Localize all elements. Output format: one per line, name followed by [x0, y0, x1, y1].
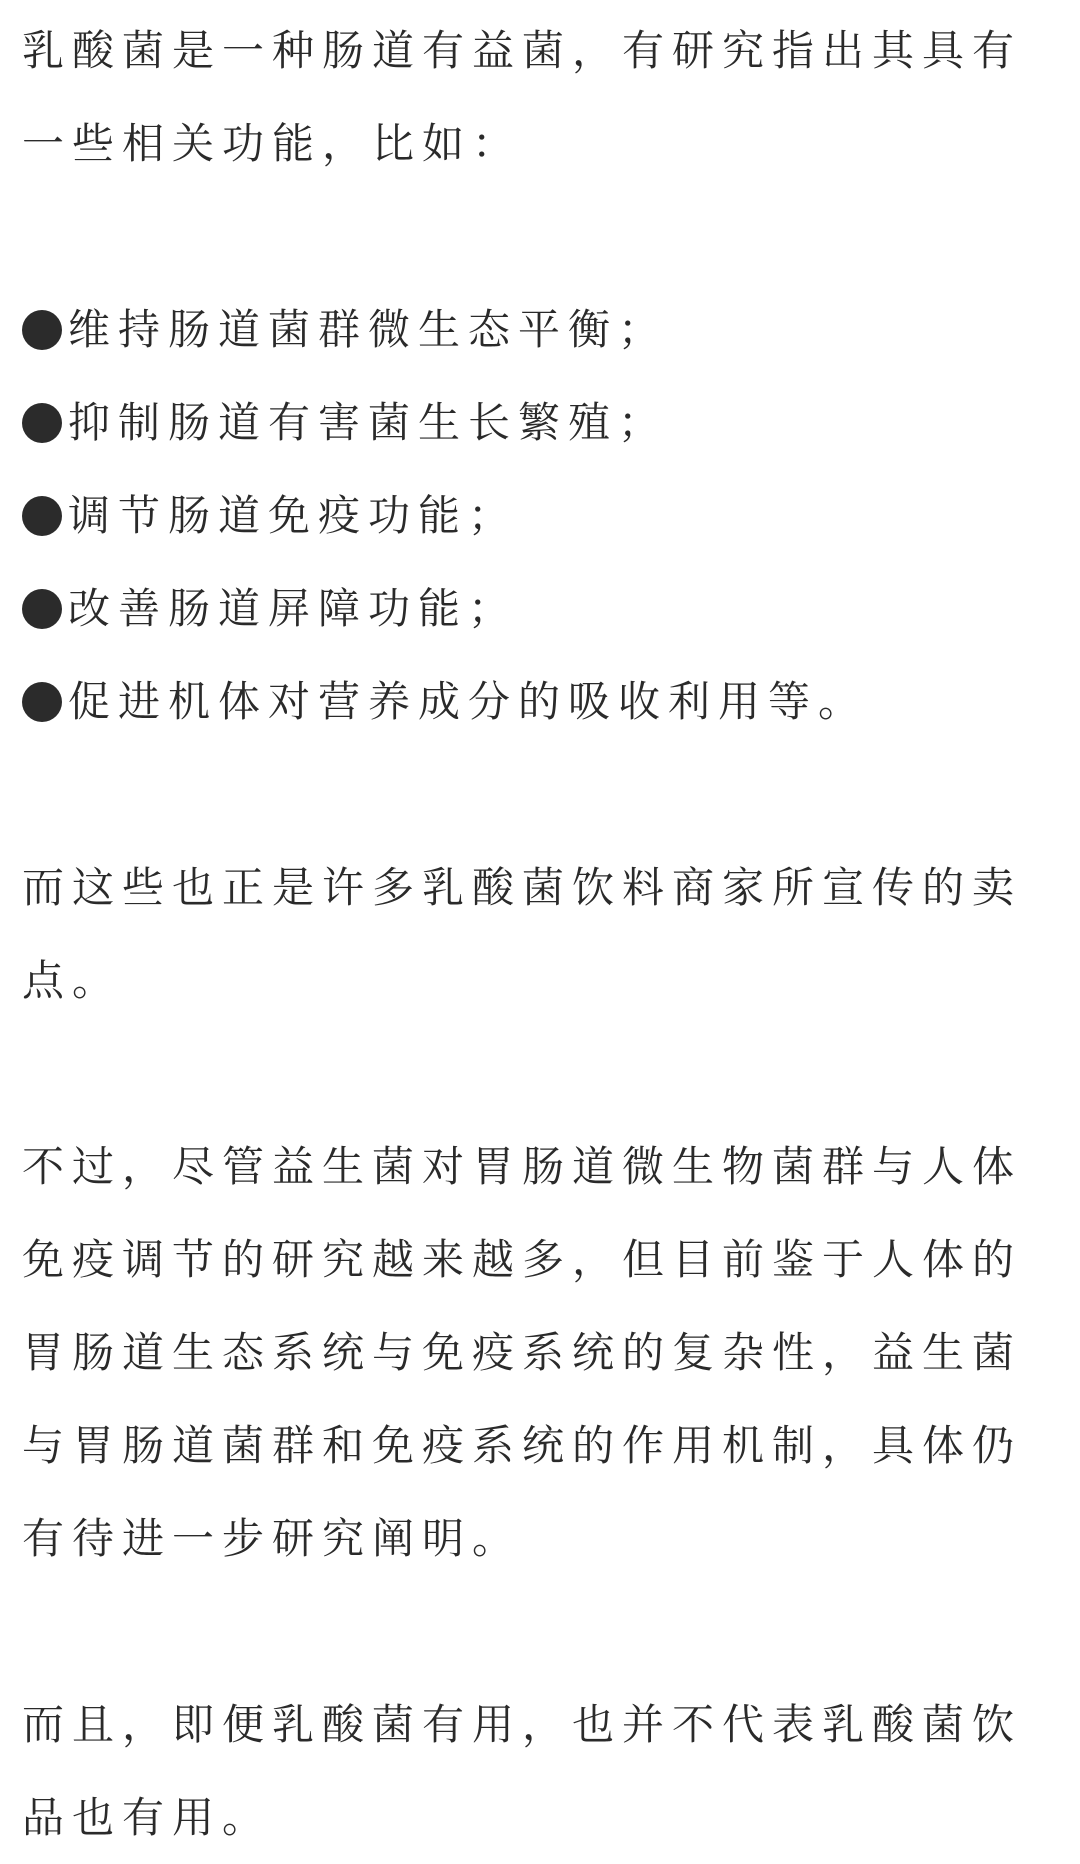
research-paragraph: 不过，尽管益生菌对胃肠道微生物菌群与人体免疫调节的研究越来越多，但目前鉴于人体的胃肠道生态系统与免疫系统的复杂性，益生菌与胃肠道菌群和免疫系统的作用机制，具体仍有待进一步研究阐明。 — [22, 1142, 1023, 1563]
bullet-dot-icon — [22, 682, 62, 722]
list-item-text: 促进机体对营养成分的吸收利用等。 — [68, 677, 869, 726]
bullet-dot-icon — [22, 403, 62, 443]
list-item — [22, 655, 1058, 748]
list-item-text: 改善肠道屏障功能； — [68, 584, 519, 633]
intro-paragraph: 乳酸菌是一种肠道有益菌，有研究指出其具有一些相关功能，比如： — [22, 26, 1023, 168]
selling-point-paragraph: 而这些也正是许多乳酸菌饮料商家所宣传的卖点。 — [22, 863, 1023, 1005]
paragraph-spacer — [22, 190, 1058, 283]
bullet-dot-icon — [22, 310, 62, 350]
list-item-text: 维持肠道菌群微生态平衡； — [68, 305, 669, 354]
bullet-dot-icon — [22, 589, 62, 629]
paragraph-spacer — [22, 1027, 1058, 1120]
conclusion-paragraph: 而且，即便乳酸菌有用，也并不代表乳酸菌饮品也有用。 — [22, 1700, 1023, 1842]
list-item — [22, 283, 1058, 376]
list-item-text: 调节肠道免疫功能； — [68, 491, 519, 540]
bullet-dot-icon — [22, 496, 62, 536]
list-item-text: 抑制肠道有害菌生长繁殖； — [68, 398, 669, 447]
list-item — [22, 469, 1058, 562]
list-item — [22, 376, 1058, 469]
paragraph-spacer — [22, 1585, 1058, 1678]
function-list — [22, 283, 1058, 748]
list-item — [22, 562, 1058, 655]
paragraph-spacer — [22, 748, 1058, 841]
